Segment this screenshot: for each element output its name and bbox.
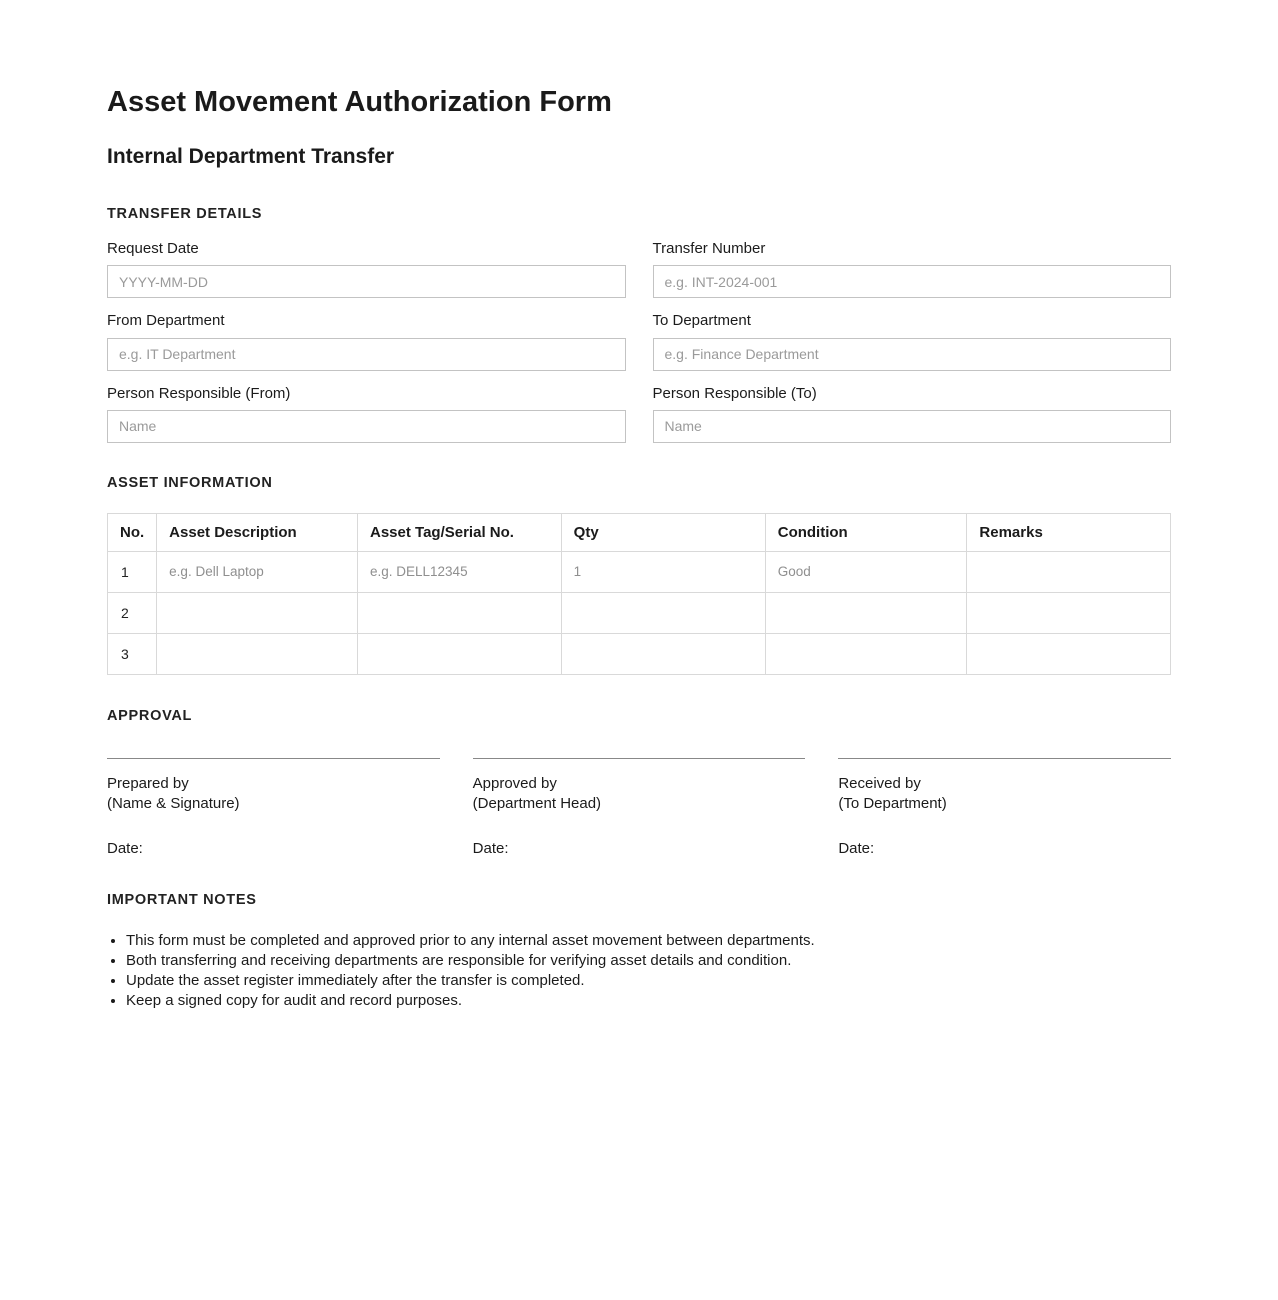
table-row — [108, 633, 1171, 674]
asset-tag-input-1[interactable] — [358, 552, 561, 591]
signature-block-approved-by — [473, 758, 806, 857]
signatory-subtitle: (Department Head) — [472, 795, 602, 813]
field-person-responsible-to — [653, 385, 1172, 443]
list-item: • Keep a signed copy for audit and record purposes. — [126, 991, 1171, 1011]
col-header-remarks: Remarks — [967, 513, 1171, 551]
remarks-input-1[interactable] — [967, 552, 1170, 591]
list-item: • This form must be completed and approved prior to any internal asset movement between departments. — [126, 931, 1171, 951]
col-header-asset-description: Asset Description — [157, 513, 358, 551]
approval-grid — [107, 758, 1171, 857]
to-department-label: To Department — [652, 312, 751, 330]
qty-input-3[interactable] — [562, 634, 765, 673]
asset-description-input-1[interactable] — [157, 552, 357, 591]
condition-input-1[interactable] — [766, 552, 967, 591]
remarks-input-3[interactable] — [967, 634, 1170, 673]
condition-input-2[interactable] — [766, 593, 967, 632]
row-number: 3 — [108, 633, 157, 674]
asset-table — [107, 513, 1171, 675]
list-item: • Update the asset register immediately after the transfer is completed. — [126, 971, 1171, 991]
asset-description-input-3[interactable] — [157, 634, 357, 673]
asset-tag-input-3[interactable] — [358, 634, 561, 673]
signatory-subtitle: (Name & Signature) — [107, 795, 240, 813]
qty-input-2[interactable] — [562, 593, 765, 632]
important-notes-heading: IMPORTANT NOTES — [107, 892, 257, 909]
condition-input-3[interactable] — [766, 634, 967, 673]
col-header-asset-tag: Asset Tag/Serial No. — [358, 513, 562, 551]
transfer-number-label: Transfer Number — [652, 240, 766, 258]
field-to-department — [653, 312, 1172, 370]
page-title: Asset Movement Authorization Form — [107, 86, 612, 118]
person-responsible-from-label: Person Responsible (From) — [107, 384, 291, 402]
signatory-role: Approved by — [472, 775, 557, 793]
approval-heading: APPROVAL — [107, 707, 193, 724]
list-item: • Both transferring and receiving departments are responsible for verifying asset details and condition. — [126, 951, 1171, 971]
signature-block-prepared-by — [107, 758, 440, 857]
col-header-no: No. — [108, 513, 157, 551]
asset-information-heading: ASSET INFORMATION — [107, 474, 273, 491]
date-label: Date: — [107, 840, 143, 858]
asset-tag-input-2[interactable] — [358, 593, 561, 632]
person-responsible-from-input[interactable] — [107, 410, 626, 443]
asset-description-input-2[interactable] — [157, 593, 357, 632]
to-department-input[interactable] — [653, 338, 1172, 371]
from-department-input[interactable] — [107, 338, 626, 371]
signatory-role: Received by — [838, 775, 921, 793]
field-transfer-number — [653, 240, 1172, 298]
from-department-label: From Department — [107, 312, 225, 330]
transfer-number-input[interactable] — [653, 265, 1172, 298]
row-number: 2 — [108, 592, 157, 633]
request-date-input[interactable] — [107, 265, 626, 298]
person-responsible-to-label: Person Responsible (To) — [652, 384, 817, 402]
col-header-condition: Condition — [765, 513, 967, 551]
transfer-details-heading: TRANSFER DETAILS — [107, 206, 263, 223]
date-label: Date: — [838, 840, 875, 858]
row-number: 1 — [108, 551, 157, 592]
field-request-date — [107, 240, 626, 298]
notes-list — [107, 931, 1171, 1011]
signature-block-received-by — [838, 758, 1171, 857]
table-row — [108, 551, 1171, 592]
date-label: Date: — [472, 840, 509, 858]
signatory-subtitle: (To Department) — [838, 795, 947, 813]
signatory-role: Prepared by — [107, 775, 189, 793]
field-person-responsible-from — [107, 385, 626, 443]
col-header-qty: Qty — [561, 513, 765, 551]
asset-table-header-row — [108, 513, 1171, 551]
remarks-input-2[interactable] — [967, 593, 1170, 632]
person-responsible-to-input[interactable] — [653, 410, 1172, 443]
request-date-label: Request Date — [107, 240, 199, 258]
transfer-details-grid — [107, 240, 1171, 443]
table-row — [108, 592, 1171, 633]
qty-input-1[interactable] — [562, 552, 765, 591]
page-subtitle: Internal Department Transfer — [107, 145, 395, 169]
field-from-department — [107, 312, 626, 370]
